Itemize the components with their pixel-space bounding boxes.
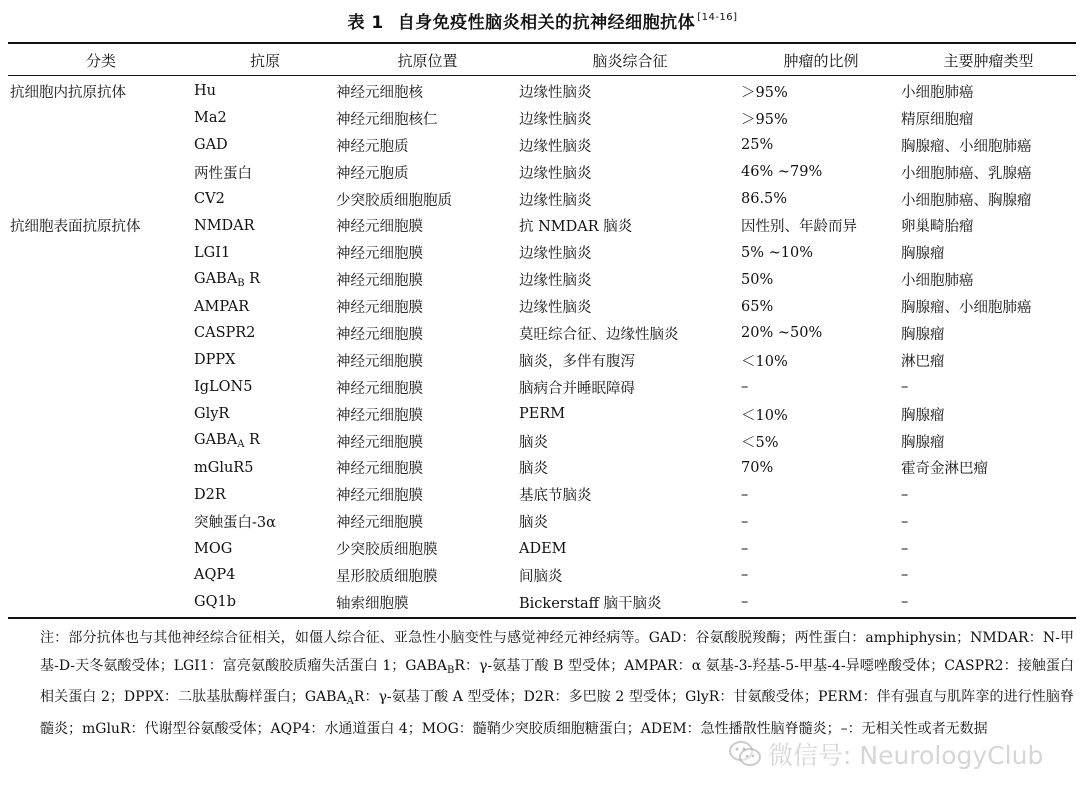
antigen-suffix: R	[244, 432, 260, 449]
location-cell: 神经元细胞膜	[336, 300, 423, 317]
location-cell: 神经元细胞膜	[336, 273, 423, 290]
location-cell: 少突胶质细胞膜	[336, 542, 438, 559]
syndrome-cell: 基底节脑炎	[519, 488, 592, 505]
ratio-cell: –	[741, 594, 749, 611]
antigen-name: D2R	[194, 486, 226, 503]
antigen-cell	[194, 508, 336, 535]
category-cell	[8, 132, 194, 159]
table-bottom-rule	[8, 617, 1076, 619]
location-cell: 神经元细胞膜	[336, 246, 423, 263]
syndrome-cell: 脑炎	[519, 515, 548, 532]
ratio-cell: –	[741, 486, 749, 503]
antigen-cell	[194, 562, 336, 589]
syndrome-cell: 边缘性脑炎	[519, 300, 592, 317]
tumor-cell: 卵巢畸胎瘤	[901, 219, 974, 236]
antigen-cell	[194, 535, 336, 562]
location-cell: 神经元胞质	[336, 165, 409, 182]
antigen-cell	[194, 212, 336, 239]
syndrome-cell: 边缘性脑炎	[519, 138, 592, 155]
table-body	[8, 78, 1076, 616]
category-cell: 抗细胞内抗原抗体	[10, 84, 126, 101]
table-row	[8, 454, 1076, 481]
tumor-cell: –	[901, 379, 909, 396]
table-row	[8, 401, 1076, 428]
category-cell	[8, 401, 194, 428]
location-cell: 神经元细胞膜	[336, 461, 423, 478]
table-row	[8, 347, 1076, 374]
category-cell	[8, 589, 194, 616]
tumor-cell: 小细胞肺癌	[901, 84, 974, 101]
antigen-cell	[194, 347, 336, 374]
location-cell: 神经元细胞核仁	[336, 111, 438, 128]
category-cell	[8, 562, 194, 589]
antigen-cell	[194, 481, 336, 508]
category-cell	[8, 293, 194, 320]
category-cell	[8, 508, 194, 535]
antigen-name: AQP4	[194, 567, 236, 584]
ratio-cell: 65%	[741, 298, 774, 315]
header-row	[8, 46, 1076, 74]
antigen-name: GlyR	[194, 406, 230, 423]
ratio-cell: 86.5%	[741, 191, 788, 207]
category-cell	[8, 535, 194, 562]
category-cell	[8, 374, 194, 401]
watermark	[728, 736, 1043, 772]
tumor-cell: –	[901, 594, 909, 611]
footnote-subscript-1: B	[446, 664, 455, 676]
table-row	[8, 428, 1076, 455]
antigen-name: DPPX	[194, 352, 236, 369]
category-cell	[8, 266, 194, 293]
table-row	[8, 374, 1076, 401]
table-row	[8, 212, 1076, 239]
tumor-cell: –	[901, 567, 909, 584]
category-cell	[8, 428, 194, 455]
category-cell	[8, 159, 194, 186]
ratio-cell: –	[741, 513, 749, 530]
antigen-cell	[194, 293, 336, 320]
antigen-cell	[194, 186, 336, 213]
syndrome-cell: ADEM	[519, 540, 567, 557]
footnote-text-1: 注：部分抗体也与其他神经综合征相关，如僵人综合征、亚急性小脑变性与感觉神经元神经病等。GAD：谷氨酸脱羧酶；两性蛋白：amphiphysin；NMDAR：N-甲基-D-天冬氨酸受体；LGI1：富亮氨酸胶质瘤失活蛋白 1；GABA	[40, 630, 1074, 674]
table-row	[8, 481, 1076, 508]
location-cell: 神经元细胞膜	[336, 219, 423, 236]
location-cell: 神经元细胞核	[336, 84, 423, 101]
antigen-name: Ma2	[194, 110, 227, 127]
ratio-cell: 50%	[741, 271, 774, 288]
table-title-text: 自身免疫性脑炎相关的抗神经细胞抗体	[397, 13, 696, 33]
syndrome-cell: 间脑炎	[519, 568, 563, 585]
syndrome-cell: 抗 NMDAR 脑炎	[519, 219, 633, 236]
category-cell	[8, 454, 194, 481]
syndrome-cell: 脑炎	[519, 461, 548, 478]
tumor-cell: 小细胞肺癌、乳腺癌	[901, 165, 1032, 182]
antigen-cell	[194, 266, 336, 293]
category-cell	[8, 481, 194, 508]
antigen-name: Hu	[194, 83, 216, 100]
table-label: 表 1	[347, 13, 384, 33]
table-title	[0, 8, 1085, 33]
syndrome-cell: 边缘性脑炎	[519, 111, 592, 128]
antigen-cell	[194, 320, 336, 347]
tumor-cell: 小细胞肺癌、胸腺瘤	[901, 192, 1032, 209]
antigen-cell	[194, 589, 336, 616]
antigen-cell	[194, 132, 336, 159]
header-ratio: 肿瘤的比例	[783, 51, 859, 70]
table-row	[8, 535, 1076, 562]
category-cell	[8, 105, 194, 132]
antigen-name: IgLON5	[194, 379, 253, 396]
antigen-name: LGI1	[194, 244, 231, 261]
table-row	[8, 293, 1076, 320]
ratio-cell: 5% ~10%	[741, 244, 813, 261]
table-footnote	[14, 625, 1074, 743]
ratio-cell: –	[741, 540, 749, 557]
tumor-cell: 胸腺瘤	[901, 246, 945, 263]
antigen-cell	[194, 239, 336, 266]
footnote-subscript-2: A	[346, 696, 354, 707]
tumor-cell: –	[901, 486, 909, 503]
location-cell: 神经元细胞膜	[336, 488, 423, 505]
tumor-cell: 胸腺瘤	[901, 434, 945, 451]
tumor-cell: 胸腺瘤、小细胞肺癌	[901, 300, 1032, 317]
location-cell: 神经元细胞膜	[336, 434, 423, 451]
table-row	[8, 105, 1076, 132]
table-row	[8, 562, 1076, 589]
antigen-name: GQ1b	[194, 594, 236, 611]
footnote-text-3: R：γ-氨基丁酸 A 型受体；D2R：多巴胺 2 型受体；GlyR：甘氨酸受体；PERM：伴有强直与肌阵挛的进行性脑脊髓炎；mGluR：代谢型谷氨酸受体；AQP4：水通道蛋白 4；MOG：髓鞘少突胶质细胞糖蛋白；ADEM：急性播散性脑脊髓炎；–：无相关性或者无数据	[40, 689, 1074, 737]
ratio-cell: –	[741, 379, 749, 396]
header-syndrome: 脑炎综合征	[592, 51, 668, 70]
ratio-cell: 20% ~50%	[741, 325, 823, 342]
antigen-name: CASPR2	[194, 325, 256, 342]
category-cell: 抗细胞表面抗原抗体	[10, 219, 141, 236]
location-cell: 星形胶质细胞膜	[336, 568, 438, 585]
syndrome-cell: 边缘性脑炎	[519, 273, 592, 290]
ratio-cell: 46% ~79%	[741, 164, 823, 181]
ratio-cell: ＜10%	[741, 353, 788, 370]
table-row	[8, 508, 1076, 535]
table-header	[8, 46, 1076, 74]
antigen-cell	[194, 401, 336, 428]
antigen-name: GABA	[194, 432, 238, 449]
table-top-rule	[8, 42, 1076, 44]
tumor-cell: 胸腺瘤	[901, 326, 945, 343]
antigen-cell	[194, 159, 336, 186]
location-cell: 神经元细胞膜	[336, 353, 423, 370]
antigen-cell	[194, 454, 336, 481]
antigen-name: NMDAR	[194, 217, 255, 234]
syndrome-cell: 边缘性脑炎	[519, 165, 592, 182]
header-antigen: 抗原	[249, 51, 280, 70]
tumor-cell: 精原细胞瘤	[901, 111, 974, 128]
antigen-name: 突触蛋白-3α	[194, 515, 276, 532]
category-cell	[8, 347, 194, 374]
antigen-name: 两性蛋白	[194, 165, 252, 182]
ratio-cell: ＞95%	[741, 111, 788, 128]
location-cell: 神经元胞质	[336, 138, 409, 155]
ratio-cell: 70%	[741, 459, 774, 476]
antigen-cell	[194, 428, 336, 455]
table-row	[8, 78, 1076, 105]
location-cell: 神经元细胞膜	[336, 407, 423, 424]
tumor-cell: –	[901, 540, 909, 557]
tumor-cell: 胸腺瘤、小细胞肺癌	[901, 138, 1032, 155]
syndrome-cell: 莫旺综合征、边缘性脑炎	[519, 326, 679, 343]
category-cell	[8, 239, 194, 266]
watermark-text: 微信号: NeurologyClub	[768, 741, 1044, 770]
syndrome-cell: 边缘性脑炎	[519, 192, 592, 209]
header-category: 分类	[85, 51, 116, 70]
antigen-name: GABA	[194, 270, 238, 287]
table-row	[8, 266, 1076, 293]
antigen-cell	[194, 105, 336, 132]
syndrome-cell: 脑炎	[519, 434, 548, 451]
ratio-cell: ＜5%	[741, 434, 779, 451]
location-cell: 神经元细胞膜	[336, 326, 423, 343]
ratio-cell: ＜10%	[741, 407, 788, 424]
antigen-cell	[194, 374, 336, 401]
antigen-name: CV2	[194, 191, 225, 207]
antigen-name: MOG	[194, 540, 233, 557]
table-row	[8, 320, 1076, 347]
table-row	[8, 239, 1076, 266]
tumor-cell: 霍奇金淋巴瘤	[901, 461, 988, 478]
table-row	[8, 589, 1076, 616]
table-row	[8, 186, 1076, 213]
syndrome-cell: 脑病合并睡眠障碍	[519, 380, 635, 397]
wechat-icon	[728, 740, 762, 768]
ratio-cell: ＞95%	[741, 84, 788, 101]
tumor-cell: 胸腺瘤	[901, 407, 945, 424]
syndrome-cell: PERM	[519, 406, 566, 423]
antigen-name: AMPAR	[194, 298, 250, 315]
syndrome-cell: Bickerstaff 脑干脑炎	[519, 595, 662, 612]
footnote-text-2: R：γ-氨基丁酸 B 型受体；AMPAR：α 氨基-3-羟基-5-甲基-4-异噁唑酸受体；CASPR2：接触蛋白相关蛋白 2；DPPX：二肽基肽酶样蛋白；GABA	[40, 657, 1074, 705]
syndrome-cell: 边缘性脑炎	[519, 246, 592, 263]
ratio-cell: 因性别、年龄而异	[741, 219, 857, 236]
location-cell: 神经元细胞膜	[336, 380, 423, 397]
table-row	[8, 132, 1076, 159]
header-tumor: 主要肿瘤类型	[943, 51, 1034, 70]
antigen-name: mGluR5	[194, 459, 254, 476]
antigen-name: GAD	[194, 137, 228, 154]
reference-citation: [14-16]	[697, 12, 738, 23]
syndrome-cell: 脑炎，多伴有腹泻	[519, 353, 635, 370]
table-row	[8, 159, 1076, 186]
table-header-rule	[8, 75, 1076, 76]
header-location: 抗原位置	[397, 51, 458, 70]
location-cell: 神经元细胞膜	[336, 515, 423, 532]
tumor-cell: 淋巴瘤	[901, 353, 945, 370]
tumor-cell: –	[901, 513, 909, 530]
location-cell: 轴索细胞膜	[336, 595, 409, 612]
category-cell	[8, 186, 194, 213]
antigen-subscript: B	[237, 277, 245, 289]
antigen-subscript: A	[237, 439, 245, 451]
ratio-cell: 25%	[741, 137, 774, 154]
category-cell	[8, 320, 194, 347]
antigen-suffix: R	[244, 270, 261, 287]
location-cell: 少突胶质细胞胞质	[336, 192, 452, 209]
syndrome-cell: 边缘性脑炎	[519, 84, 592, 101]
ratio-cell: –	[741, 567, 749, 584]
tumor-cell: 小细胞肺癌	[901, 273, 974, 290]
antigen-cell	[194, 78, 336, 105]
